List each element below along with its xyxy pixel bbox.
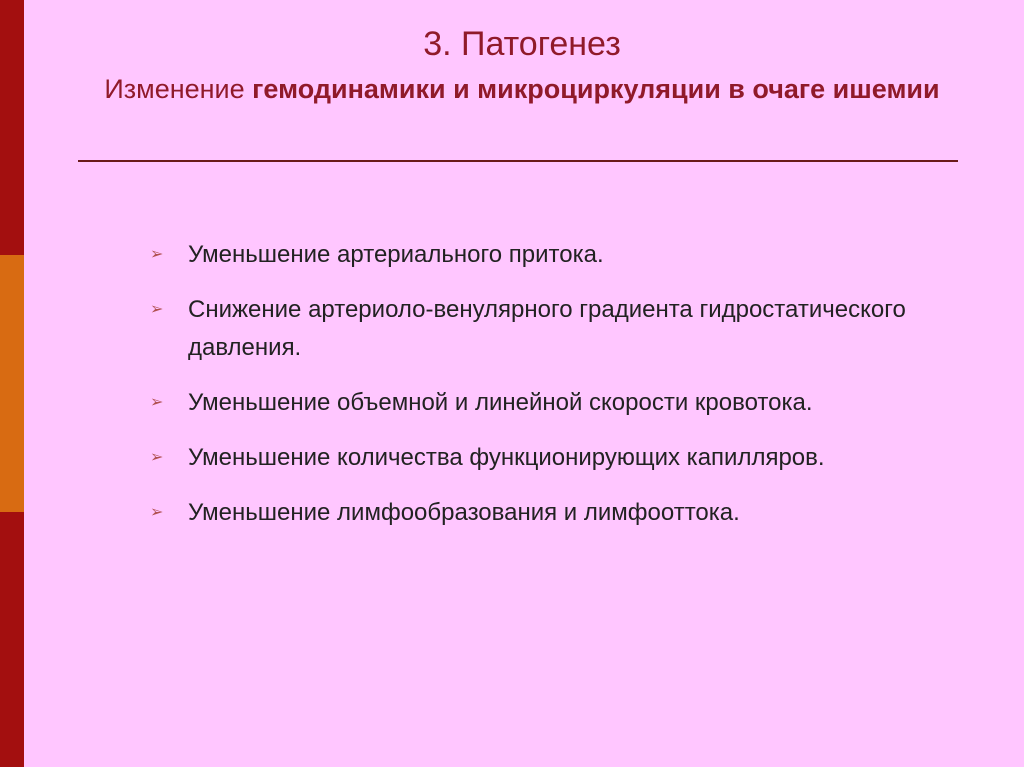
bullet-text: Уменьшение количества функционирующих капилляров. <box>188 444 825 471</box>
accent-bar-top <box>0 0 24 255</box>
arrow-bullet-icon: ➢ <box>150 246 164 263</box>
slide-subtitle <box>40 72 1004 106</box>
subtitle-part-2: гемодинамики и микроциркуляции в очаге ишемии <box>252 74 940 104</box>
list-item <box>150 236 980 274</box>
list-item <box>150 494 980 532</box>
accent-bar-bottom <box>0 512 24 767</box>
bullet-text: Уменьшение лимфообразования и лимфооттока. <box>188 499 740 526</box>
list-item <box>150 384 980 422</box>
left-accent-bar <box>0 0 24 767</box>
arrow-bullet-icon: ➢ <box>150 449 164 466</box>
list-item <box>150 291 980 367</box>
list-item <box>150 439 980 477</box>
title-block <box>40 22 1004 106</box>
slide-title: 3. Патогенез <box>423 25 621 63</box>
arrow-bullet-icon: ➢ <box>150 504 164 521</box>
bullet-text: Снижение артериоло-венулярного градиента гидростатического давления. <box>188 296 906 361</box>
arrow-bullet-icon: ➢ <box>150 301 164 318</box>
bullet-list <box>150 236 980 549</box>
accent-bar-middle <box>0 255 24 512</box>
bullet-text: Уменьшение объемной и линейной скорости кровотока. <box>188 389 813 416</box>
title-divider <box>78 160 958 162</box>
arrow-bullet-icon: ➢ <box>150 394 164 411</box>
subtitle-part-1: Изменение <box>104 74 253 104</box>
bullet-text: Уменьшение артериального притока. <box>188 241 604 268</box>
